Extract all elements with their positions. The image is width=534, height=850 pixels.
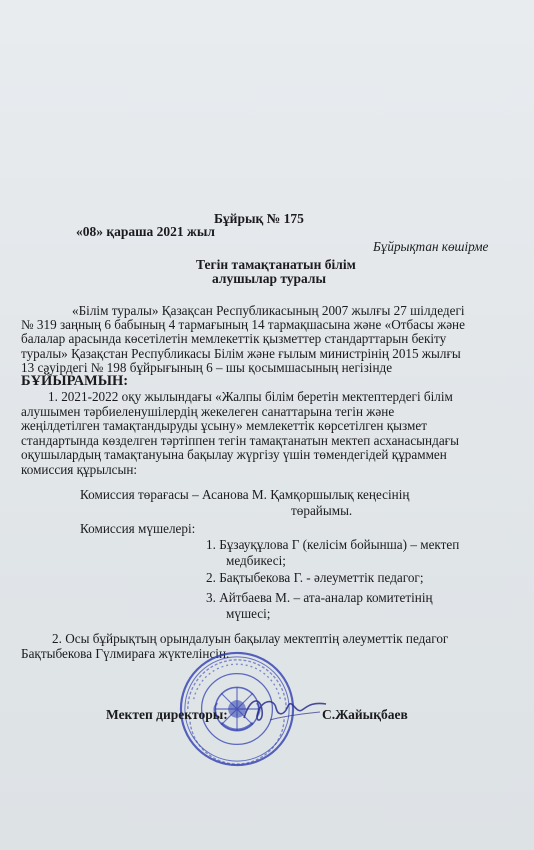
preamble-line: № 319 заңның 6 бабының 4 тармағының 14 тармақшасына және «Отбасы және (21, 317, 465, 332)
item1-line: алушымен тәрбиеленушілердің жекелеген санаттарына тегін және (21, 404, 395, 419)
member-item: 3. Айтбаева М. – ата-аналар комитетінің (206, 590, 433, 605)
member-item-cont: мүшесі; (226, 606, 271, 621)
preamble-line: туралы» Қазақстан Республикасы Білім және ғылым министрінің 2015 жылғы (21, 346, 461, 361)
subject-line-2: алушылар туралы (212, 271, 327, 286)
item1-line: оқушылардың тамақтануына бақылау жүргізу үшін төмендегідей құраммен (21, 447, 447, 462)
item1-line: стандартында көзделген тәртіппен тегін тамақтанатын мектеп асханасындағы (21, 433, 459, 448)
commission-chair-cont: төрайымы. (291, 503, 353, 518)
members-label: Комиссия мүшелері: (80, 521, 196, 536)
signature-role: Мектеп директоры: (106, 707, 228, 722)
member-item: 2. Бақтыбекова Г. - әлеуметтік педагог; (206, 570, 424, 585)
member-item-cont: медбикесі; (226, 553, 286, 568)
order-heading: Бұйрық № 175 (214, 211, 304, 226)
signature-icon (240, 690, 330, 730)
item1-line: жеңілдетілген тамақтандыруды ұсыну» мемлекеттік көрсетілген қызмет (21, 418, 427, 433)
preamble-line: 13 сәуірдегі № 198 бұйрығының 6 – шы қосымшасының негізінде (21, 360, 393, 375)
item2-line: Бақтыбекова Гүлмираға жүктелінсін. (21, 646, 230, 661)
member-item: 1. Бұзауқұлова Г (келісім бойынша) – мектеп (206, 537, 460, 552)
commission-chair: Комиссия төрағасы – Асанова М. Қамқоршылық кеңесінің (80, 487, 410, 502)
item1-line: комиссия құрылсын: (21, 462, 138, 477)
item2-line: 2. Осы бұйрықтың орындалуын бақылау мектептің әлеуметтік педагог (52, 631, 449, 646)
signature-name: С.Жайықбаев (322, 707, 408, 722)
preamble-line: балалар арасында көсетілетін мемлекеттік қызметтер стандарттарын бекіту (21, 331, 447, 346)
subject-line-1: Тегін тамақтанатын білім (196, 257, 356, 272)
order-date: «08» қараша 2021 жыл (76, 224, 215, 239)
decree-word: БҰЙЫРАМЫН: (21, 373, 129, 389)
item1-line: 1. 2021-2022 оқу жылындағы «Жалпы білім беретін мектептердегі білім (48, 389, 453, 404)
preamble-line: «Білім туралы» Қазақсан Республикасының 2007 жылғы 27 шілдедегі (72, 303, 465, 318)
copy-note: Бұйрықтан көшірме (373, 239, 489, 254)
